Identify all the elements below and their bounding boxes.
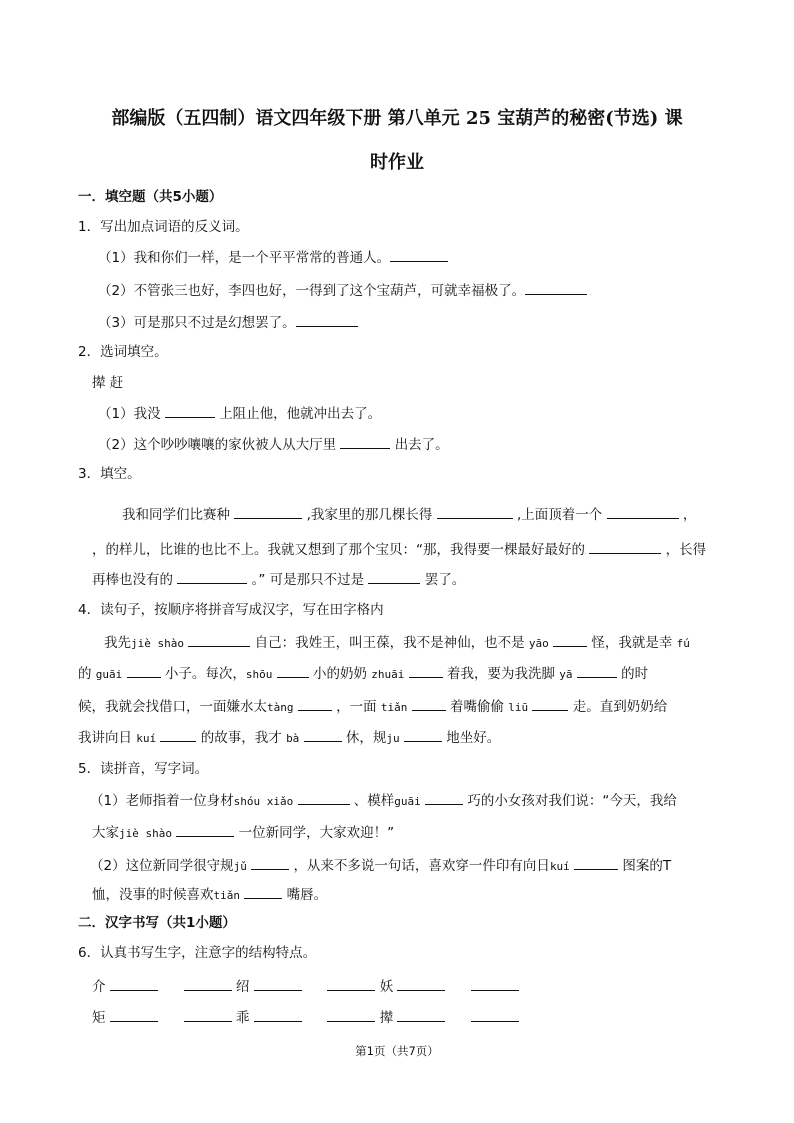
answer-blank[interactable] bbox=[298, 791, 350, 805]
writing-blank[interactable] bbox=[327, 977, 375, 991]
answer-blank[interactable] bbox=[160, 728, 196, 742]
writing-blank[interactable] bbox=[397, 1008, 445, 1022]
answer-blank[interactable] bbox=[589, 540, 661, 554]
q5-stem: 5．读拼音，写字词。 bbox=[78, 761, 209, 777]
q5-line-1: （1）老师指着一位身材shóu xiǎo 、模样guāi 巧的小女孩对我们说：“今天，我给 bbox=[90, 793, 677, 809]
writing-blank[interactable] bbox=[471, 1008, 519, 1022]
answer-blank[interactable] bbox=[277, 664, 309, 678]
q3-line-2: ，的样儿，比谁的也比不上。我就又想到了那个宝贝：“那，我得要一棵最好最好的 ，长得 bbox=[92, 542, 707, 558]
answer-blank[interactable] bbox=[525, 281, 587, 295]
answer-blank[interactable] bbox=[532, 697, 568, 711]
answer-blank[interactable] bbox=[298, 697, 332, 711]
q1-stem: 1．写出加点词语的反义词。 bbox=[78, 219, 249, 235]
answer-blank[interactable] bbox=[244, 885, 282, 899]
answer-blank[interactable] bbox=[409, 664, 443, 678]
answer-blank[interactable] bbox=[296, 313, 358, 327]
section1-heading: 一．填空题（共5小题） bbox=[78, 189, 223, 205]
q4-line-1: 我先jiè shào 自己：我姓王，叫王葆，我不是神仙，也不是 yāo 怪，我就是幸 fú bbox=[104, 635, 690, 651]
q4-line-2: 的 guāi 小子。每次，shōu 小的奶奶 zhuāi 着我，要为我洗脚 yā 的时 bbox=[78, 666, 649, 682]
writing-blank[interactable] bbox=[184, 977, 232, 991]
q4-line-4: 我讲向日 kuí 的故事，我才 bà 休，规ju 地坐好。 bbox=[78, 730, 501, 746]
q4-line-3: 候，我就会找借口，一面嫌水太tàng ，一面 tiǎn 着嘴偷偷 liū 走。直到奶奶给 bbox=[78, 699, 668, 715]
writing-blank[interactable] bbox=[110, 1008, 158, 1022]
writing-blank[interactable] bbox=[327, 1008, 375, 1022]
page-title-line2: 时作业 bbox=[370, 152, 424, 173]
writing-blank[interactable] bbox=[254, 977, 302, 991]
page-footer: 第1页（共7页） bbox=[355, 1044, 439, 1058]
writing-blank[interactable] bbox=[471, 977, 519, 991]
answer-blank[interactable] bbox=[304, 728, 342, 742]
answer-blank[interactable] bbox=[127, 664, 161, 678]
q1-item-2: （2）不管张三也好，李四也好，一得到了这个宝葫芦，可就幸福极了。 bbox=[98, 281, 587, 300]
q3-stem: 3．填空。 bbox=[78, 466, 141, 482]
answer-blank[interactable] bbox=[390, 248, 448, 262]
page-title-line1: 部编版（五四制）语文四年级下册 第八单元 25 宝葫芦的秘密(节选) 课 bbox=[111, 108, 683, 129]
writing-blank[interactable] bbox=[254, 1008, 302, 1022]
q6-row-2: 矩 乖 撵 bbox=[92, 1008, 519, 1027]
answer-blank[interactable] bbox=[437, 505, 513, 519]
answer-blank[interactable] bbox=[412, 697, 446, 711]
q2-stem: 2．选词填空。 bbox=[78, 344, 168, 360]
q2-item-2: （2）这个吵吵嚷嚷的家伙被人从大厅里 出去了。 bbox=[98, 437, 449, 453]
answer-blank[interactable] bbox=[553, 633, 587, 647]
writing-blank[interactable] bbox=[110, 977, 158, 991]
q5-line-2: 大家jiè shào 一位新同学，大家欢迎！” bbox=[92, 825, 395, 841]
section2-heading: 二．汉字书写（共1小题） bbox=[78, 915, 236, 931]
answer-blank[interactable] bbox=[177, 570, 247, 584]
answer-blank[interactable] bbox=[368, 570, 420, 584]
answer-blank[interactable] bbox=[234, 505, 302, 519]
q6-row-1: 介 绍 妖 bbox=[92, 977, 519, 996]
q1-item-1: （1）我和你们一样，是一个平平常常的普通人。 bbox=[98, 248, 448, 267]
answer-blank[interactable] bbox=[404, 728, 442, 742]
q2-item-1: （1）我没 上阻止他，他就冲出去了。 bbox=[98, 406, 382, 422]
answer-blank[interactable] bbox=[574, 856, 618, 870]
answer-blank[interactable] bbox=[251, 856, 289, 870]
answer-blank[interactable] bbox=[577, 664, 617, 678]
q5-line-3: （2）这位新同学很守规jǔ ，从来不多说一句话，喜欢穿一件印有向日kuí 图案的T bbox=[90, 858, 672, 874]
answer-blank[interactable] bbox=[165, 404, 215, 418]
q1-item-3: （3）可是那只不过是幻想罢了。 bbox=[98, 313, 358, 332]
q6-stem: 6．认真书写生字，注意字的结构特点。 bbox=[78, 945, 317, 961]
q2-word-choices: 撵 赶 bbox=[92, 375, 124, 391]
q5-line-4: 恤，没事的时候喜欢tiǎn 嘴唇。 bbox=[92, 887, 328, 903]
q4-stem: 4．读句子，按顺序将拼音写成汉字，写在田字格内 bbox=[78, 602, 384, 618]
q3-line-1: 我和同学们比赛种 ,我家里的那几棵长得 ,上面顶着一个 ， bbox=[122, 507, 697, 523]
answer-blank[interactable] bbox=[340, 435, 390, 449]
q3-line-3: 再棒也没有的 。” 可是那只不过是 罢了。 bbox=[92, 572, 466, 588]
answer-blank[interactable] bbox=[607, 505, 679, 519]
answer-blank[interactable] bbox=[176, 823, 234, 837]
writing-blank[interactable] bbox=[397, 977, 445, 991]
answer-blank[interactable] bbox=[188, 633, 250, 647]
writing-blank[interactable] bbox=[184, 1008, 232, 1022]
answer-blank[interactable] bbox=[425, 791, 463, 805]
